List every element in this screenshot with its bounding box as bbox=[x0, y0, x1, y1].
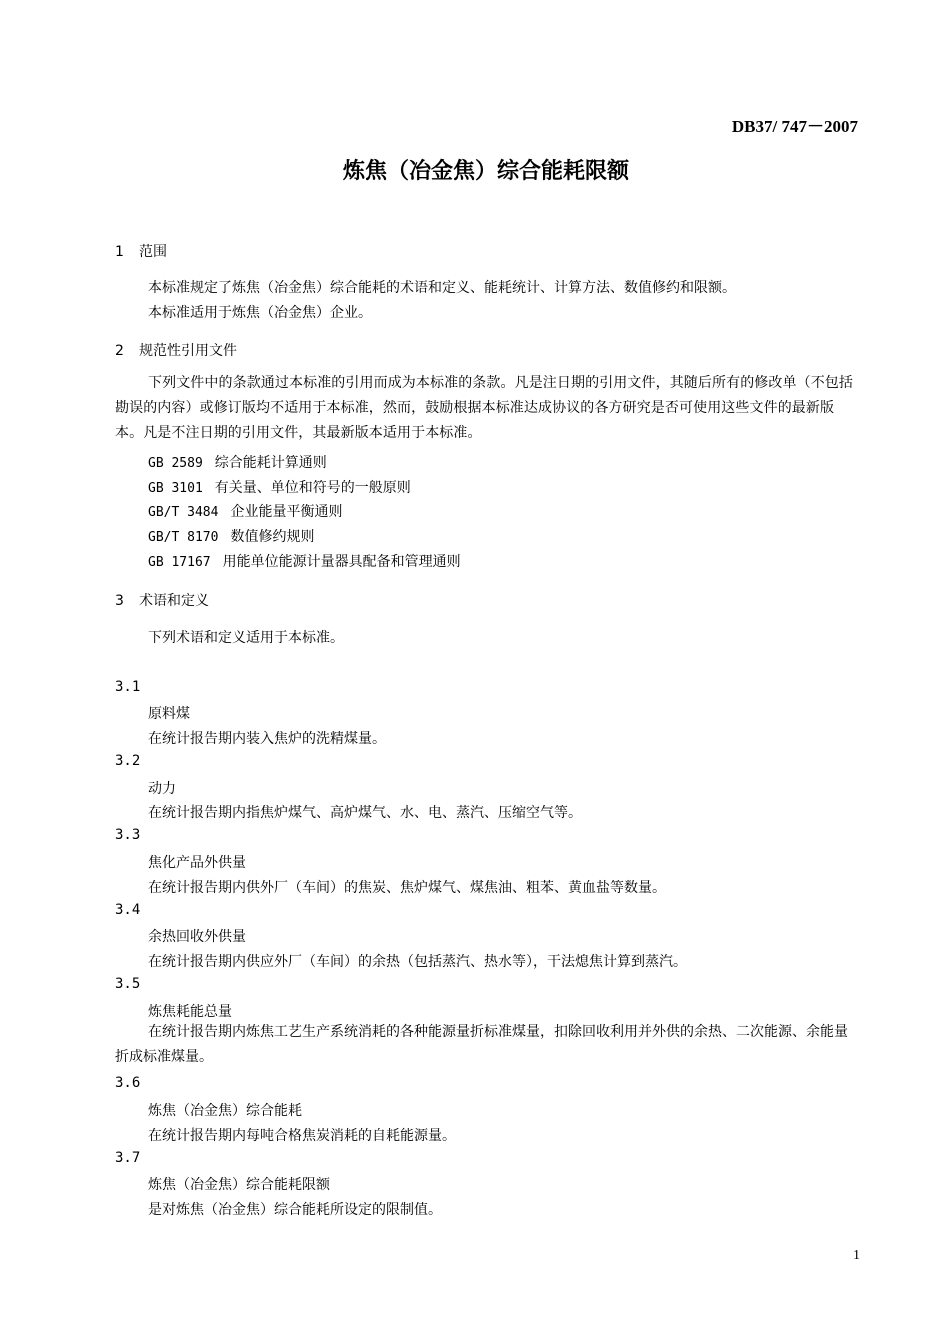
standard-code: DB37/ 747－2007 bbox=[731, 117, 858, 136]
term-definition: 是对炼焦（冶金焦）综合能耗所设定的限制值。 bbox=[148, 1202, 442, 1218]
document-title: 炼焦（冶金焦）综合能耗限额 bbox=[342, 159, 629, 184]
reference-code: GB/T 3484 bbox=[148, 505, 219, 520]
page-number: 1 bbox=[853, 1248, 860, 1263]
term-number: 3.3 bbox=[115, 827, 141, 843]
reference-code: GB 17167 bbox=[148, 555, 211, 570]
section-heading-scope bbox=[115, 241, 167, 261]
term-number: 3.6 bbox=[115, 1075, 141, 1091]
term-name: 炼焦耗能总量 bbox=[148, 1004, 232, 1020]
term-name: 炼焦（冶金焦）综合能耗限额 bbox=[148, 1177, 330, 1193]
term-name: 炼焦（冶金焦）综合能耗 bbox=[148, 1103, 302, 1119]
reference-item bbox=[148, 551, 461, 571]
section-title: 规范性引用文件 bbox=[139, 343, 237, 359]
section-heading-terms bbox=[115, 590, 209, 610]
term-name: 动力 bbox=[148, 781, 176, 797]
section-title: 范围 bbox=[139, 244, 167, 260]
reference-title: 综合能耗计算通则 bbox=[214, 455, 327, 471]
section-number: 1 bbox=[115, 244, 124, 260]
reference-item bbox=[148, 526, 314, 546]
term-number: 3.4 bbox=[115, 902, 141, 918]
term-definition: 在统计报告期内炼焦工艺生产系统消耗的各种能源量折标准煤量，扣除回收利用并外供的余热、二次能源、余能量折成标准煤量。 bbox=[115, 1024, 848, 1065]
section-number: 3 bbox=[115, 593, 124, 609]
scope-paragraph: 本标准规定了炼焦（冶金焦）综合能耗的术语和定义、能耗统计、计算方法、数值修约和限额。 bbox=[148, 280, 736, 296]
term-number: 3.7 bbox=[115, 1150, 141, 1166]
reference-item bbox=[148, 501, 342, 521]
section-title: 术语和定义 bbox=[139, 593, 209, 609]
term-name: 余热回收外供量 bbox=[148, 929, 246, 945]
reference-title: 数值修约规则 bbox=[230, 529, 315, 545]
scope-paragraph: 本标准适用于炼焦（冶金焦）企业。 bbox=[148, 305, 372, 321]
reference-code: GB 2589 bbox=[148, 456, 203, 471]
term-number: 3.2 bbox=[115, 753, 141, 769]
term-definition: 在统计报告期内装入焦炉的洗精煤量。 bbox=[148, 731, 386, 747]
section-heading-normative-refs bbox=[115, 340, 237, 360]
term-name: 焦化产品外供量 bbox=[148, 855, 246, 871]
reference-code: GB/T 8170 bbox=[148, 530, 219, 545]
normative-refs-intro: 下列文件中的条款通过本标准的引用而成为本标准的条款。凡是注日期的引用文件，其随后所有的修改单（不包括勘误的内容）或修订版均不适用于本标准，然而，鼓励根据本标准达成协议的各方研究是否可使用这些文件的最新版本。凡是不注日期的引用文件，其最新版本适用于本标准。 bbox=[115, 375, 853, 441]
terms-intro: 下列术语和定义适用于本标准。 bbox=[148, 630, 344, 646]
section-number: 2 bbox=[115, 343, 124, 359]
reference-code: GB 3101 bbox=[148, 481, 203, 496]
term-number: 3.5 bbox=[115, 976, 141, 992]
reference-item bbox=[148, 477, 411, 497]
reference-title: 企业能量平衡通则 bbox=[230, 504, 343, 520]
term-definition: 在统计报告期内指焦炉煤气、高炉煤气、水、电、蒸汽、压缩空气等。 bbox=[148, 805, 582, 821]
term-definition: 在统计报告期内供应外厂（车间）的余热（包括蒸汽、热水等），干法熄焦计算到蒸汽。 bbox=[148, 954, 687, 970]
term-definition: 在统计报告期内供外厂（车间）的焦炭、焦炉煤气、煤焦油、粗苯、黄血盐等数量。 bbox=[148, 880, 666, 896]
reference-title: 用能单位能源计量器具配备和管理通则 bbox=[222, 554, 461, 570]
term-number: 3.1 bbox=[115, 679, 141, 695]
reference-title: 有关量、单位和符号的一般原则 bbox=[214, 480, 411, 496]
term-definition: 在统计报告期内每吨合格焦炭消耗的自耗能源量。 bbox=[148, 1128, 456, 1144]
reference-item bbox=[148, 452, 327, 472]
term-name: 原料煤 bbox=[148, 706, 190, 722]
